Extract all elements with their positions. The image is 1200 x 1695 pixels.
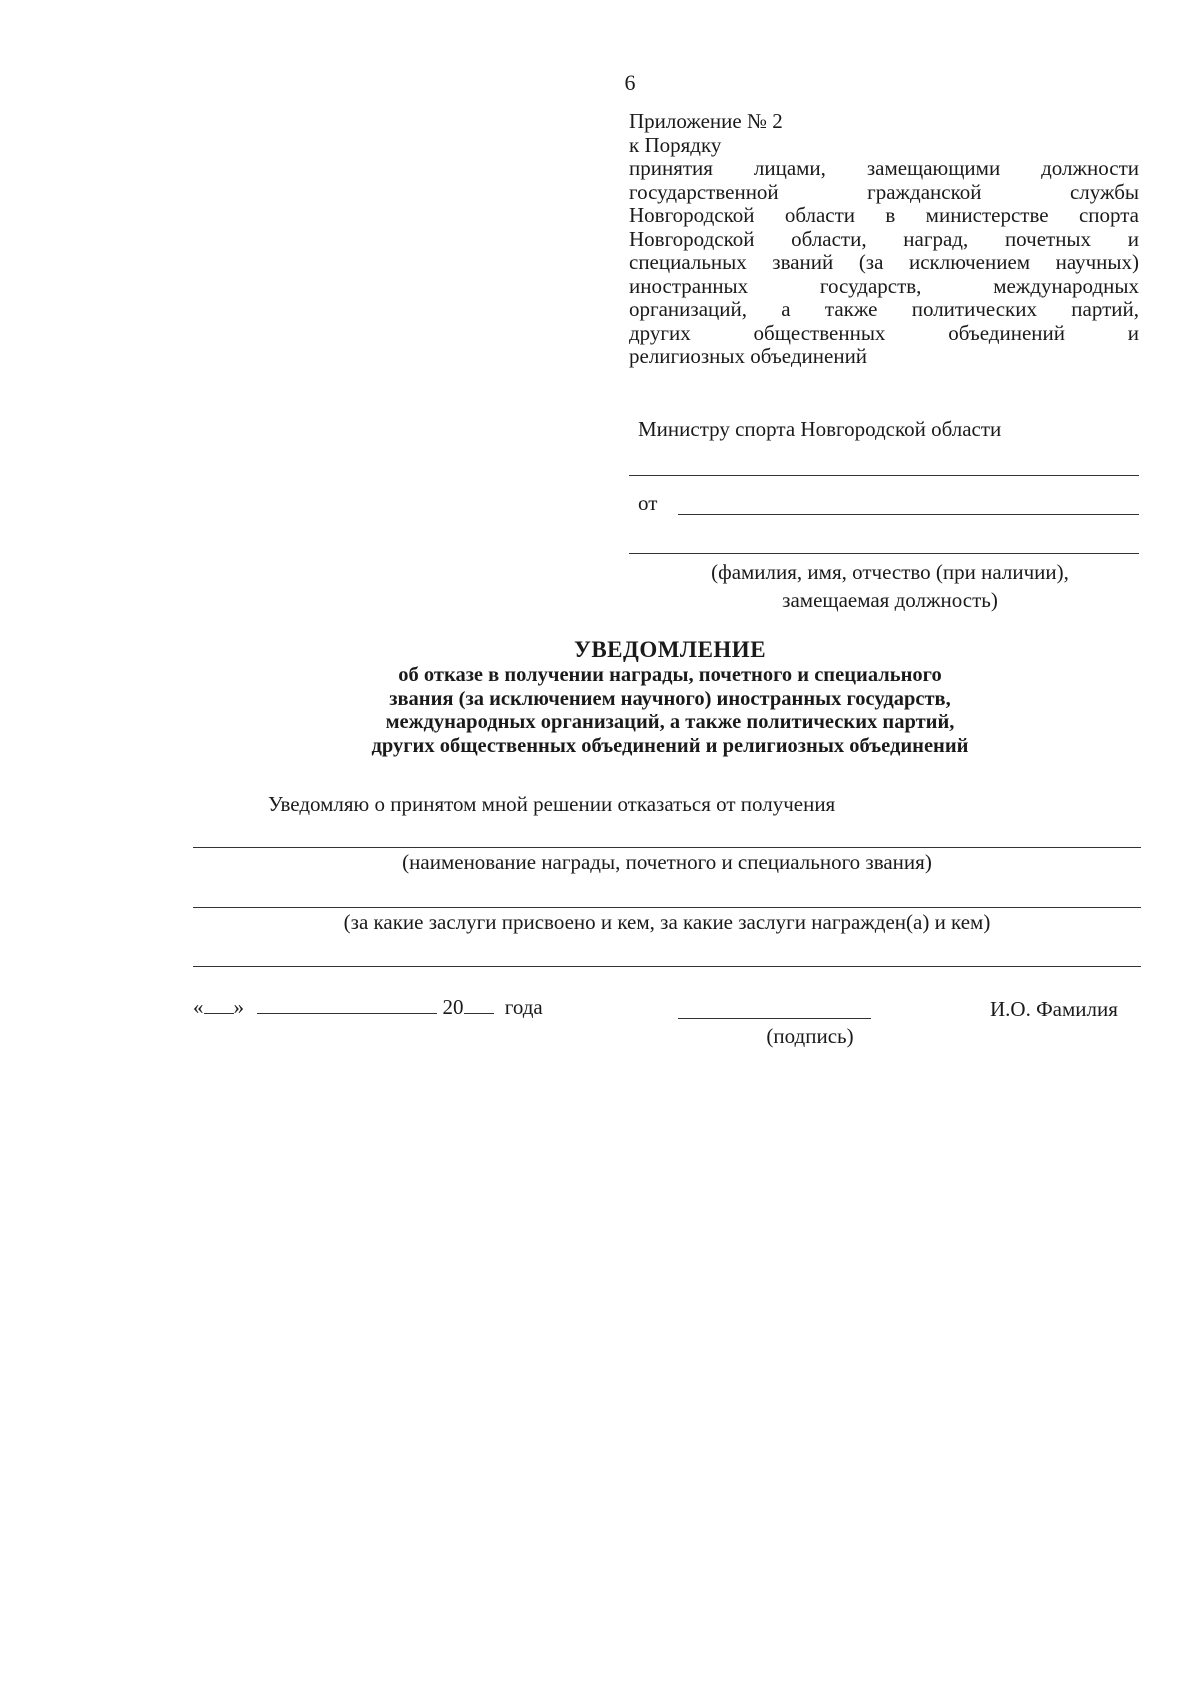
fio-caption: [670, 558, 1110, 614]
date-open-quote: «: [193, 995, 204, 1019]
award-caption: (наименование награды, почетного и специального звания): [402, 850, 932, 874]
signer-name: И.О. Фамилия: [990, 997, 1118, 1021]
notify-text: Уведомляю о принятом мной решении отказаться от получения: [268, 792, 836, 816]
signature-blank-line: [678, 1018, 871, 1019]
document-subtitle: [200, 664, 1140, 758]
appendix-line: организаций, а также политических партий,: [629, 297, 1139, 321]
date-century: 20: [442, 995, 464, 1019]
appendix-header: [629, 110, 1139, 369]
award-blank-line: [193, 847, 1141, 848]
appendix-line: религиозных объединений: [629, 344, 868, 368]
signature-caption: (подпись): [766, 1024, 854, 1048]
merit-blank-line: [193, 907, 1141, 908]
month-blank: [257, 995, 437, 1014]
date-close-quote: »: [233, 995, 244, 1019]
position-blank-line: [629, 553, 1139, 554]
subtitle-line: международных организаций, а также политических партий,: [385, 711, 955, 733]
fio-caption-line: замещаемая должность): [782, 588, 998, 612]
date-block: [193, 995, 543, 1020]
addressee: Министру спорта Новгородской области: [638, 417, 1002, 441]
from-blank-line: [678, 514, 1139, 515]
appendix-line: к Порядку: [629, 132, 722, 157]
appendix-line: других общественных объединений и: [629, 320, 1139, 345]
extra-blank-line: [193, 966, 1141, 967]
merit-caption: (за какие заслуги присвоено и кем, за какие заслуги награжден(а) и кем): [343, 910, 991, 934]
fio-caption-line: (фамилия, имя, отчество (при наличии),: [711, 560, 1069, 584]
appendix-line: Новгородской области, наград, почетных и: [629, 226, 1139, 251]
date-year-word: года: [504, 995, 543, 1019]
subtitle-line: об отказе в получении награды, почетного и специального: [398, 664, 942, 686]
document-title: УВЕДОМЛЕНИЕ: [573, 637, 767, 662]
year-blank: [464, 995, 494, 1014]
appendix-line: специальных званий (за исключением научных): [629, 250, 1139, 274]
appendix-line: иностранных государств, международных: [629, 273, 1139, 298]
page-number: 6: [624, 70, 636, 95]
day-blank: [204, 995, 234, 1014]
appendix-line: Новгородской области в министерстве спорта: [629, 203, 1139, 227]
appendix-line: государственной гражданской службы: [629, 179, 1139, 204]
from-label: от: [638, 491, 658, 515]
subtitle-line: звания (за исключением научного) иностранных государств,: [389, 687, 951, 710]
appendix-line: Приложение № 2: [629, 109, 783, 133]
addressee-blank-line: [629, 475, 1139, 476]
appendix-line: принятия лицами, замещающими должности: [629, 156, 1139, 180]
subtitle-line: других общественных объединений и религиозных объединений: [371, 734, 969, 757]
